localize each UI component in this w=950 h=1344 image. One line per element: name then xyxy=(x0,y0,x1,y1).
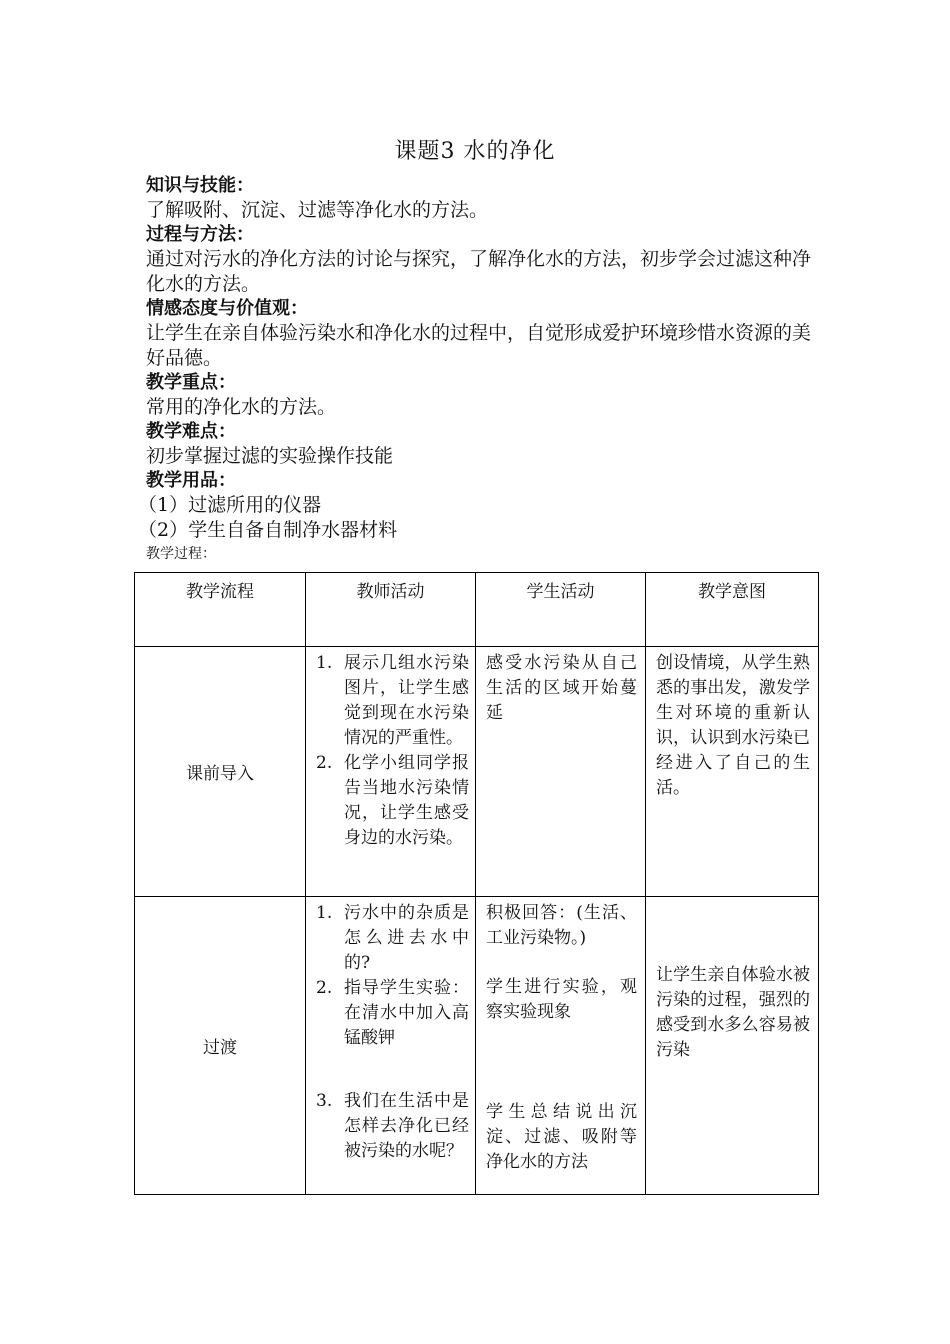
intent-cell: 创设情境，从学生熟悉的事出发，激发学生对环境的重新认识，认识到水污染已经进入了自己的生活。 xyxy=(646,647,819,897)
intent-cell xyxy=(646,897,819,1195)
supplies-heading: 教学用品： xyxy=(146,470,236,491)
table-row xyxy=(135,647,819,897)
focus-heading: 教学重点： xyxy=(146,372,236,393)
header-cell-teacher: 教师活动 xyxy=(306,573,476,647)
difficulty-heading: 教学难点： xyxy=(146,421,236,442)
process-heading: 过程与方法： xyxy=(146,224,254,245)
emotion-text: 让学生在亲自体验污染水和净化水的过程中，自觉形成爱护环境珍惜水资源的美好品德。 xyxy=(146,322,812,369)
spacer xyxy=(316,1051,469,1089)
stage-cell: 课前导入 xyxy=(135,647,306,897)
procedure-label: 教学过程： xyxy=(146,546,216,562)
student-activity-cell xyxy=(476,897,646,1195)
knowledge-heading: 知识与技能： xyxy=(146,175,254,196)
teacher-activity-cell xyxy=(306,647,476,897)
student-activity-text: 积极回答：(生活、工业污染物。) xyxy=(486,903,637,948)
student-activity-cell: 感受水污染从自己生活的区域开始蔓延 xyxy=(476,647,646,897)
process-text: 通过对污水的净化方法的讨论与探究，了解净化水的方法，初步学会过滤这种净化水的方法。 xyxy=(146,248,812,295)
header-cell-student: 学生活动 xyxy=(476,573,646,647)
list-item: 3. 我们在生活中是怎样去净化已经被污染的水呢？ xyxy=(316,1091,469,1161)
table-row xyxy=(135,897,819,1195)
list-item: 2. 指导学生实验：在清水中加入高锰酸钾 xyxy=(316,978,469,1048)
page-title: 课题3 水的净化 xyxy=(394,139,556,164)
intent-text: 让学生亲自体验水被污染的过程，强烈的感受到水多么容易被污染 xyxy=(656,965,810,1060)
supplies-item: （2）学生自备自制净水器材料 xyxy=(138,519,398,541)
list-item: 2. 化学小组同学报告当地水污染情况，让学生感受身边的水污染。 xyxy=(316,753,469,848)
stage-cell: 过渡 xyxy=(135,897,306,1195)
header-cell-flow: 教学流程 xyxy=(135,573,306,647)
objectives-section xyxy=(138,174,826,563)
student-activity-text: 学生进行实验，观察实验现象 xyxy=(486,977,637,1022)
difficulty-text: 初步掌握过滤的实验操作技能 xyxy=(146,445,394,467)
list-item: 1. 展示几组水污染图片，让学生感觉到现在水污染情况的严重性。 xyxy=(316,653,469,748)
focus-text: 常用的净化水的方法。 xyxy=(146,396,337,418)
header-cell-intent: 教学意图 xyxy=(646,573,819,647)
supplies-item: （1）过滤所用的仪器 xyxy=(138,494,322,516)
list-item: 1. 污水中的杂质是怎么进去水中的? xyxy=(316,903,469,973)
lesson-table xyxy=(134,572,819,1195)
student-activity-text: 学生总结说出沉淀、过滤、吸附等净化水的方法 xyxy=(486,1102,637,1172)
teacher-activity-cell xyxy=(306,897,476,1195)
emotion-heading: 情感态度与价值观： xyxy=(146,298,308,319)
table-header-row xyxy=(135,573,819,647)
knowledge-text: 了解吸附、沉淀、过滤等净化水的方法。 xyxy=(146,199,489,221)
